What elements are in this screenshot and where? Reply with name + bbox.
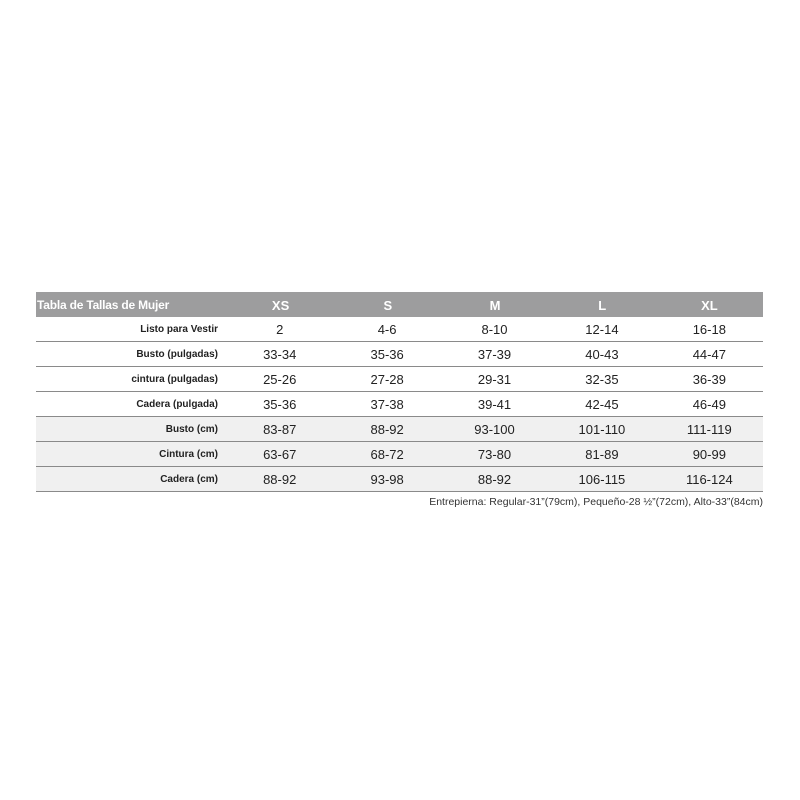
- measurement-value-xs: 88-92: [263, 471, 297, 487]
- measurement-value-l: 81-89: [585, 446, 619, 462]
- measurement-value-s: 27-28: [370, 371, 404, 387]
- measurement-value-s: 93-98: [370, 471, 404, 487]
- measurement-value-l: 12-14: [585, 321, 619, 337]
- measurement-value-xs: 83-87: [263, 421, 297, 437]
- measurement-value-m: 29-31: [477, 371, 512, 387]
- size-chart-row: [36, 417, 763, 442]
- measurement-value-xl: 116-124: [685, 471, 733, 487]
- size-chart-row: [36, 367, 763, 392]
- measurement-value-xs: 33-34: [263, 346, 297, 362]
- size-header-s: S: [383, 298, 393, 313]
- measurement-value-xl: 111-119: [686, 421, 732, 437]
- measurement-value-xl: 16-18: [692, 321, 726, 337]
- measurement-value-xl: 46-49: [692, 396, 726, 412]
- measurement-value-l: 40-43: [585, 346, 619, 362]
- measurement-value-m: 88-92: [477, 471, 512, 487]
- measurement-value-l: 101-110: [578, 421, 626, 437]
- measurement-value-l: 106-115: [578, 471, 626, 487]
- size-chart-row: [36, 317, 763, 342]
- measurement-value-m: 8-10: [481, 321, 508, 337]
- measurement-value-l: 42-45: [585, 396, 619, 412]
- measurement-label: Busto (cm): [165, 423, 218, 435]
- measurement-value-m: 93-100: [474, 421, 515, 437]
- measurement-value-m: 39-41: [477, 396, 512, 412]
- measurement-label: cintura (pulgadas): [131, 373, 218, 385]
- measurement-value-m: 37-39: [477, 346, 512, 362]
- measurement-label: Busto (pulgadas): [136, 348, 218, 360]
- size-chart-title: Tabla de Tallas de Mujer: [37, 297, 170, 312]
- measurement-value-s: 37-38: [370, 396, 404, 412]
- inseam-footnote: Entrepierna: Regular-31”(79cm), Pequeño-28 ½”(72cm), Alto-33”(84cm): [429, 496, 763, 508]
- size-chart-row: [36, 342, 763, 367]
- size-chart-body: [36, 317, 763, 492]
- measurement-value-xs: 25-26: [263, 371, 297, 387]
- measurement-label: Cadera (pulgada): [136, 398, 218, 410]
- measurement-value-s: 35-36: [370, 346, 404, 362]
- measurement-label: Cadera (cm): [160, 473, 218, 485]
- measurement-value-m: 73-80: [477, 446, 512, 462]
- size-chart-row: [36, 392, 763, 417]
- measurement-value-xs: 63-67: [263, 446, 297, 462]
- measurement-value-s: 88-92: [370, 421, 404, 437]
- measurement-value-xl: 44-47: [692, 346, 726, 362]
- size-header-m: M: [489, 298, 501, 313]
- size-chart-table: [36, 292, 763, 492]
- measurement-label: Listo para Vestir: [140, 323, 218, 335]
- measurement-value-s: 4-6: [377, 321, 397, 337]
- measurement-value-xl: 90-99: [692, 446, 726, 462]
- measurement-label: Cintura (cm): [159, 448, 218, 460]
- size-header-xs: XS: [271, 298, 290, 313]
- size-header-xl: XL: [701, 298, 718, 313]
- size-chart-row: [36, 467, 763, 492]
- size-header-l: L: [598, 298, 607, 313]
- measurement-value-l: 32-35: [585, 371, 619, 387]
- measurement-value-s: 68-72: [370, 446, 404, 462]
- measurement-value-xs: 2: [276, 321, 284, 337]
- size-chart-row: [36, 442, 763, 467]
- measurement-value-xs: 35-36: [263, 396, 297, 412]
- measurement-value-xl: 36-39: [692, 371, 726, 387]
- size-chart-header: [36, 292, 763, 317]
